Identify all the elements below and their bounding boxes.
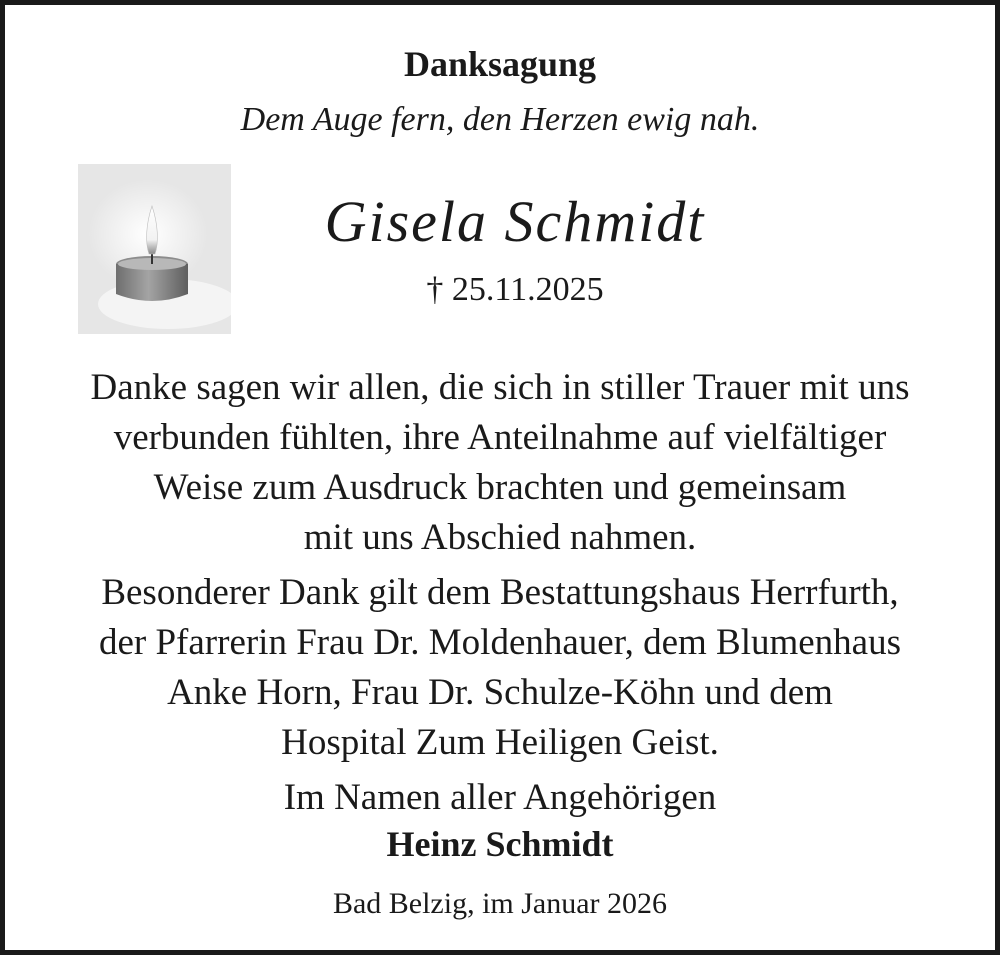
deceased-name: Gisela Schmidt bbox=[324, 189, 706, 254]
thanks-line: mit uns Abschied nahmen. bbox=[303, 517, 697, 558]
thanks-line: verbunden fühlten, ihre Anteilnahme auf vielfältiger bbox=[113, 417, 887, 458]
signoff-text: Im Namen aller Angehörigen bbox=[283, 777, 717, 818]
special-thanks-line: der Pfarrerin Frau Dr. Moldenhauer, dem Blumenhaus bbox=[98, 622, 902, 663]
notice-motto: Dem Auge fern, den Herzen ewig nah. bbox=[240, 101, 760, 138]
notice-heading: Danksagung bbox=[403, 44, 597, 84]
death-date: † 25.11.2025 bbox=[426, 271, 604, 308]
thanks-line: Danke sagen wir allen, die sich in stiller Trauer mit uns bbox=[90, 367, 910, 408]
thanks-paragraph bbox=[5, 363, 995, 563]
special-thanks-line: Anke Horn, Frau Dr. Schulze-Köhn und dem bbox=[167, 672, 833, 713]
special-thanks-paragraph bbox=[5, 568, 995, 768]
thanks-line: Weise zum Ausdruck brachten und gemeinsam bbox=[153, 467, 847, 508]
place-date: Bad Belzig, im Januar 2026 bbox=[332, 887, 668, 920]
candle-photo bbox=[78, 164, 231, 334]
candle-icon bbox=[78, 164, 231, 334]
special-thanks-line: Hospital Zum Heiligen Geist. bbox=[281, 722, 719, 763]
special-thanks-line: Besonderer Dank gilt dem Bestattungshaus Herrfurth, bbox=[101, 572, 899, 613]
signer-name: Heinz Schmidt bbox=[386, 824, 614, 864]
